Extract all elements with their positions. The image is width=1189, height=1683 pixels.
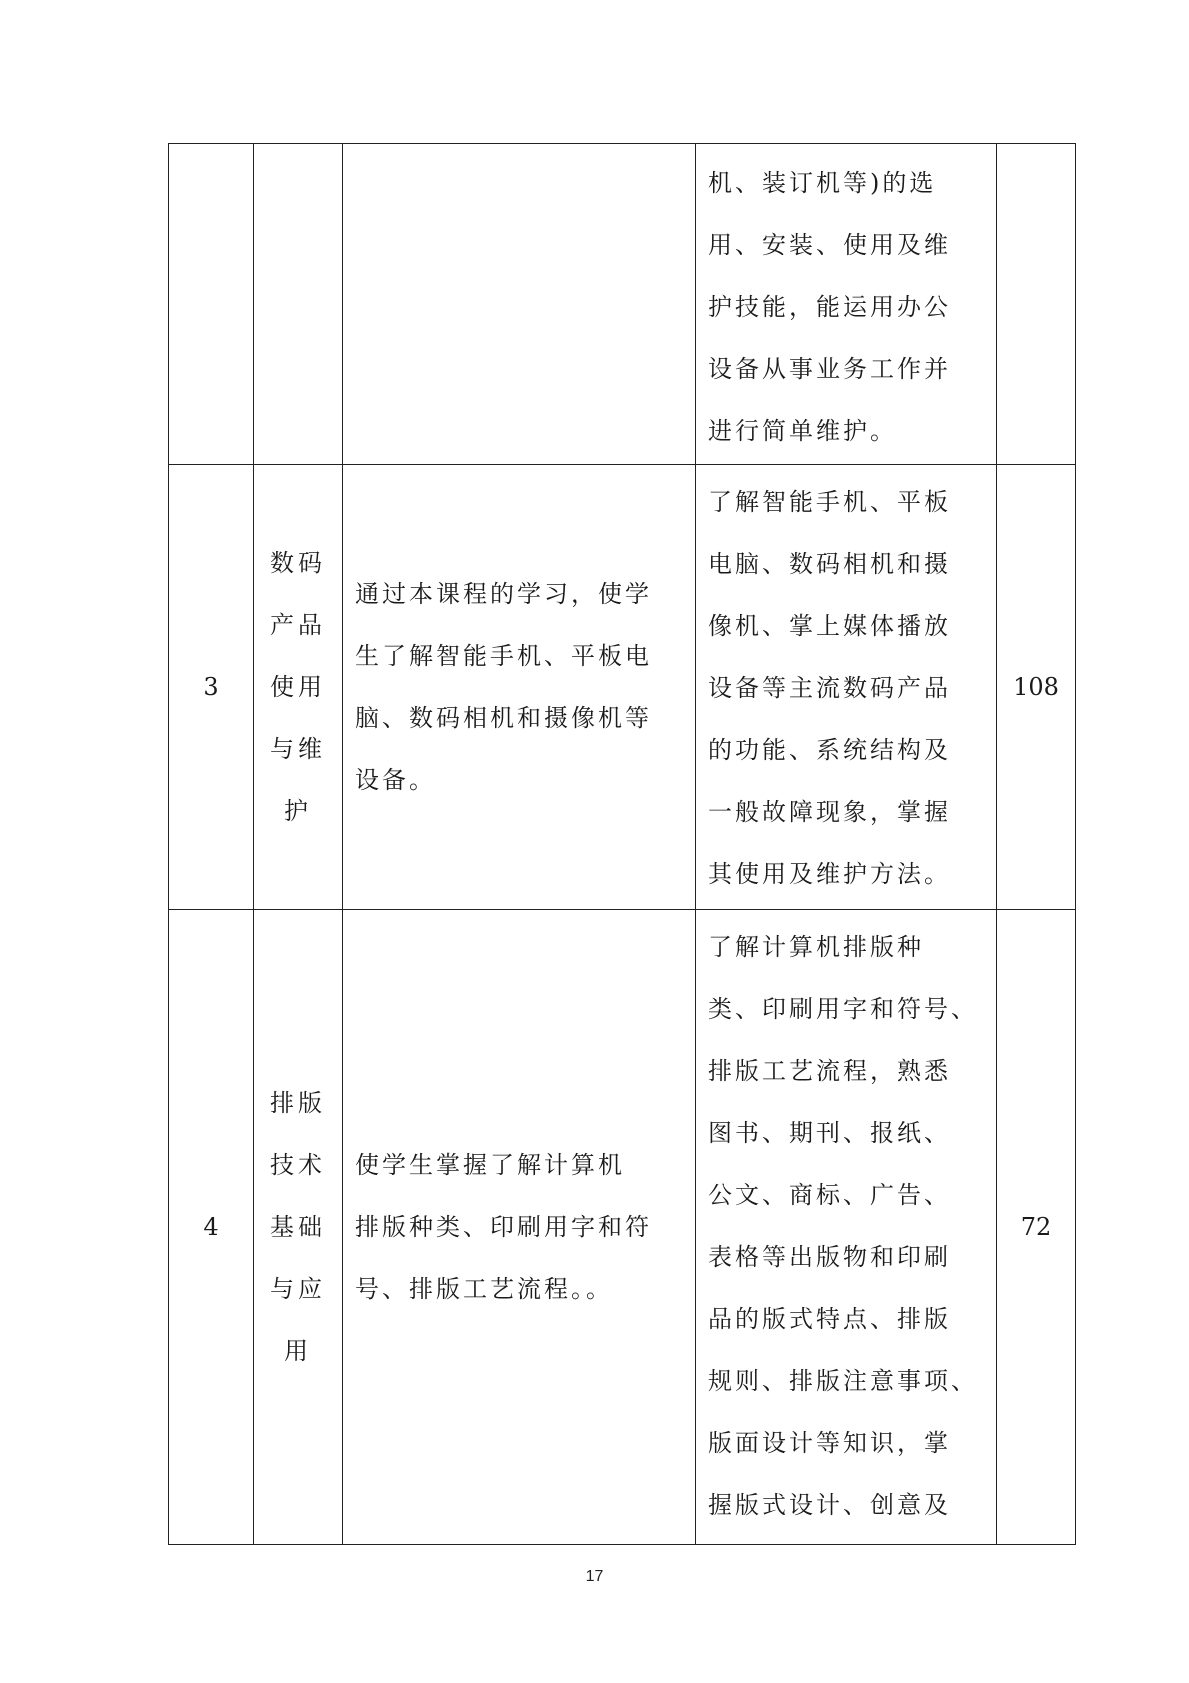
requirement-line: 表格等出版物和印刷 xyxy=(708,1243,951,1271)
requirement-line: 的功能、系统结构及 xyxy=(708,736,951,764)
requirement-line: 公文、商标、广告、 xyxy=(708,1181,951,1209)
course-name-line: 与应 xyxy=(270,1275,326,1303)
goal-line: 通过本课程的学习，使学 xyxy=(355,580,652,608)
course-name-line: 技术 xyxy=(270,1151,326,1179)
requirement-line: 其使用及维护方法。 xyxy=(708,860,951,888)
goal-line: 设备。 xyxy=(355,766,436,794)
requirement-line: 电脑、数码相机和摄 xyxy=(708,550,951,578)
requirement-line: 排版工艺流程，熟悉 xyxy=(708,1057,951,1085)
goal-line: 生了解智能手机、平板电 xyxy=(355,642,652,670)
requirement-line: 机、装订机等)的选 xyxy=(708,169,937,197)
goal-line: 脑、数码相机和摄像机等 xyxy=(355,704,652,732)
course-number-cell xyxy=(169,144,254,465)
course-name-line: 产品 xyxy=(270,611,326,639)
table-row xyxy=(169,465,1076,910)
course-name-line: 排版 xyxy=(270,1089,326,1117)
course-number-cell: 3 xyxy=(169,465,254,910)
goal-line: 使学生掌握了解计算机 xyxy=(355,1151,625,1179)
course-name-cell xyxy=(254,465,343,910)
course-name-line: 护 xyxy=(284,797,312,825)
requirement-line: 品的版式特点、排版 xyxy=(708,1305,951,1333)
requirement-line: 图书、期刊、报纸、 xyxy=(708,1119,951,1147)
page-number: 17 xyxy=(585,1568,604,1585)
requirement-line: 设备从事业务工作并 xyxy=(708,355,951,383)
course-hours-cell: 72 xyxy=(997,910,1076,1545)
requirement-line: 护技能，能运用办公 xyxy=(708,293,951,321)
course-requirement-cell xyxy=(696,910,997,1545)
course-goal-cell xyxy=(343,910,696,1545)
course-requirement-cell xyxy=(696,465,997,910)
requirement-line: 进行简单维护。 xyxy=(708,417,897,445)
course-goal-cell xyxy=(343,144,696,465)
goal-line: 排版种类、印刷用字和符 xyxy=(355,1213,652,1241)
requirement-line: 用、安装、使用及维 xyxy=(708,231,951,259)
requirement-line: 规则、排版注意事项、 xyxy=(708,1367,978,1395)
course-name-line: 使用 xyxy=(270,673,326,701)
requirement-line: 设备等主流数码产品 xyxy=(708,674,951,702)
course-name-line: 与维 xyxy=(270,735,326,763)
requirement-line: 一般故障现象，掌握 xyxy=(708,798,951,826)
table-row xyxy=(169,910,1076,1545)
course-goal-cell xyxy=(343,465,696,910)
course-name-cell xyxy=(254,144,343,465)
course-name-line: 数码 xyxy=(270,549,326,577)
course-number-cell: 4 xyxy=(169,910,254,1545)
course-name-line: 用 xyxy=(284,1337,312,1365)
table-row xyxy=(169,144,1076,465)
course-requirement-cell xyxy=(696,144,997,465)
course-hours-cell: 108 xyxy=(997,465,1076,910)
course-table xyxy=(168,143,1076,1545)
requirement-line: 握版式设计、创意及 xyxy=(708,1491,951,1519)
requirement-line: 版面设计等知识，掌 xyxy=(708,1429,951,1457)
requirement-line: 像机、掌上媒体播放 xyxy=(708,612,951,640)
requirement-line: 了解计算机排版种 xyxy=(708,933,924,961)
goal-line: 号、排版工艺流程。。 xyxy=(355,1275,613,1303)
course-name-cell xyxy=(254,910,343,1545)
requirement-line: 类、印刷用字和符号、 xyxy=(708,995,978,1023)
course-hours-cell xyxy=(997,144,1076,465)
course-name-line: 基础 xyxy=(270,1213,326,1241)
requirement-line: 了解智能手机、平板 xyxy=(708,488,951,516)
